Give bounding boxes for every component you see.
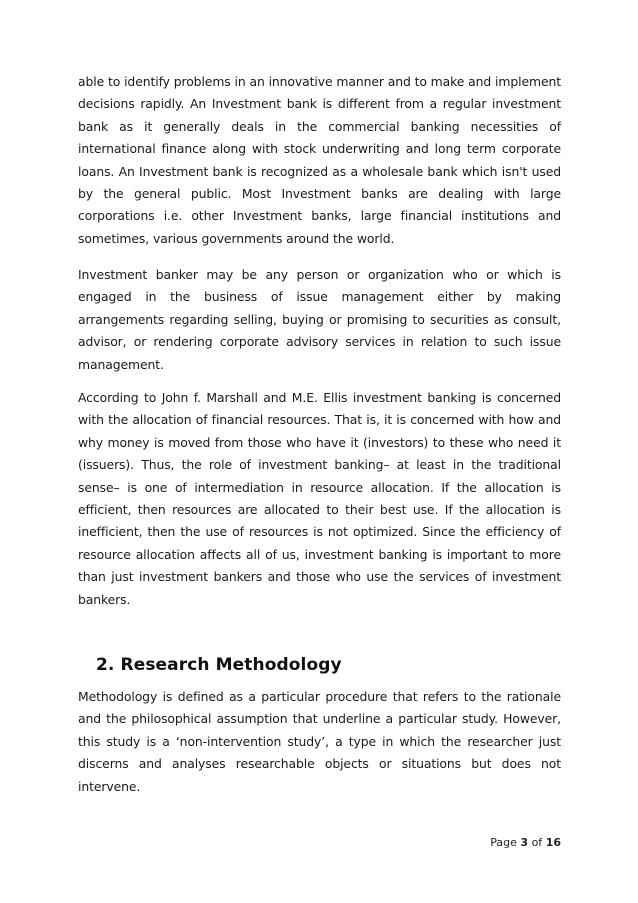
paragraph-resource-allocation: According to John f. Marshall and M.E. Ellis investment banking is concerned with the allocation of financial resources. That is, it is concerned with how and why money is moved from those who have it (investors) to these who need it (issuers). Thus, the role of investment banking– at least in the traditional sense– is one of intermediation in resource allocation. If the allocation is efficient, then resources are allocated to their best use. If the allocation is inefficient, then the use of resources is not optimized. Since the efficiency of resource allocation affects all of us, investment banking is important to more than just investment bankers and those who use the services of investment bankers. bbox=[78, 390, 561, 607]
footer-of-label: of bbox=[531, 836, 543, 849]
paragraph-methodology-definition: Methodology is defined as a particular procedure that refers to the rationale and the philosophical assumption that underline a particular study. However, this study is a ‘non-intervention study’, a type in which the researcher just discerns and analyses researchable objects or situations but does not intervene. bbox=[78, 689, 561, 794]
footer-current-page: 3 bbox=[520, 836, 529, 849]
paragraph-investment-banker-definition: Investment banker may be any person or organization who or which is engaged in the business of issue management either by making arrangements regarding selling, buying or promising to securities as consult, advisor, or rendering corporate advisory services in relation to such issue management. bbox=[78, 267, 561, 372]
paragraph-investment-bank-overview: able to identify problems in an innovative manner and to make and implement decisions rapidly. An Investment bank is different from a regular investment bank as it generally deals in the commercial banking necessities of international finance along with stock underwriting and long term corporate loans. An Investment bank is recognized as a wholesale bank which isn't used by the general public. Most Investment banks are dealing with large corporations i.e. other Investment banks, large financial institutions and sometimes, various governments around the world. bbox=[78, 74, 561, 246]
footer-total-pages: 16 bbox=[545, 836, 561, 849]
footer-page-label: Page bbox=[490, 836, 517, 849]
section-heading-research-methodology: 2. Research Methodology bbox=[96, 655, 342, 675]
page-number-footer bbox=[490, 836, 561, 849]
